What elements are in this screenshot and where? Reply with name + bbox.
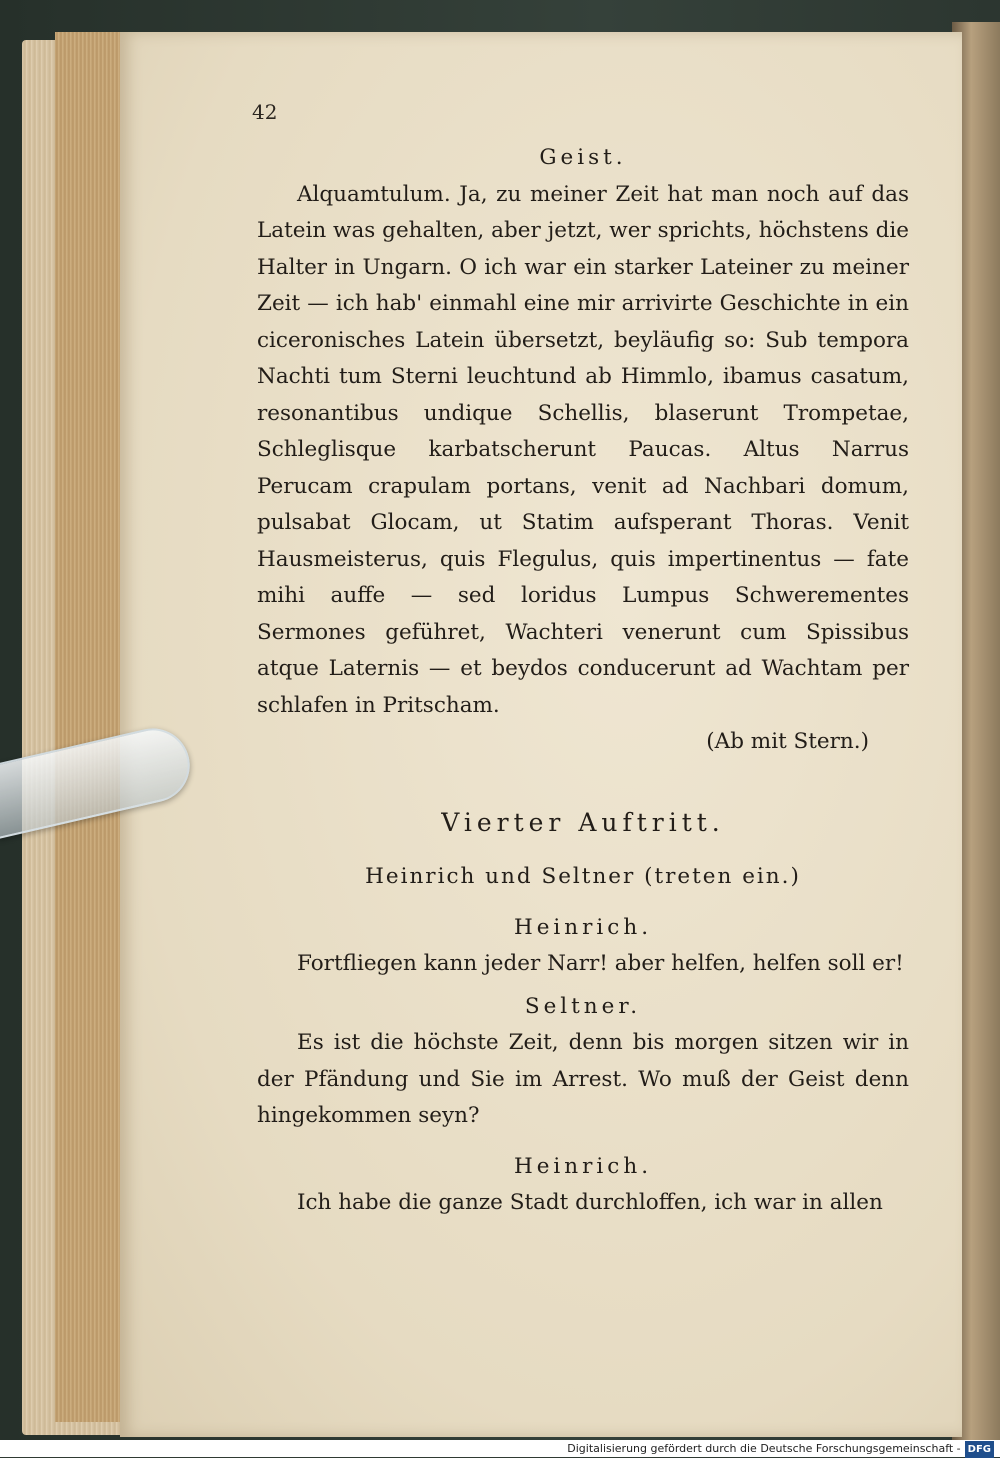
scene-characters: Heinrich und Seltner (treten ein.) (365, 864, 801, 889)
speech-seltner: Es ist die höchste Zeit, denn bis morgen sitzen wir in der Pfändung und Sie im Arrest. Wo muß der Geist denn hingekommen seyn? (257, 1030, 909, 1128)
stage-direction-exit: (Ab mit Stern.) (706, 729, 869, 754)
speaker-geist: Geist. (539, 145, 627, 170)
speaker-heinrich: Heinrich. (513, 914, 653, 940)
page-text (257, 140, 909, 1222)
speaker-seltner: Seltner. (524, 993, 642, 1019)
footer-credit: Digitalisierung gefördert durch die Deutsche Forschungsgemeinschaft - (567, 1442, 961, 1455)
scene-title: Vierter Auftritt. (441, 807, 725, 837)
dfg-logo: DFG (965, 1441, 994, 1458)
speech-heinrich: Ich habe die ganze Stadt durchloffen, ich war in allen (297, 1190, 883, 1215)
speaker-heinrich: Heinrich. (513, 1153, 653, 1179)
page-number: 42 (252, 100, 278, 124)
footer-bar (0, 1440, 1000, 1457)
speech-geist: Alquamtulum. Ja, zu meiner Zeit hat man noch auf das Latein was gehalten, aber jetzt, wer sprichts, höchstens die Halter in Ungarn. O ich war ein starker Lateiner zu meiner Zeit — ich hab' einmahl eine mir arrivirte Geschichte in ein ciceronisches Latein übersetzt, beyläufig so: Sub tempora Nachti tum Sterni leuchtund ab Himmlo, ibamus casatum, resonantibus undique Schellis, blaserunt Trompetae, Schleglisque karbatscherunt Paucas. Altus Narrus Perucam crapulam portans, venit ad Nachbari domum, pulsabat Glocam, ut Statim aufsperant Thoras. Venit Hausmeisterus, quis Flegulus, quis impertinentus — fate mihi auffe — sed loridus Lumpus Schwerementes Sermones geführet, Wachteri venerunt cum Spissibus atque Laternis — et beydos conducerunt ad Wachtam per schlafen in Pritscham. (257, 181, 909, 718)
speech-heinrich: Fortfliegen kann jeder Narr! aber helfen, helfen soll er! (297, 951, 904, 976)
